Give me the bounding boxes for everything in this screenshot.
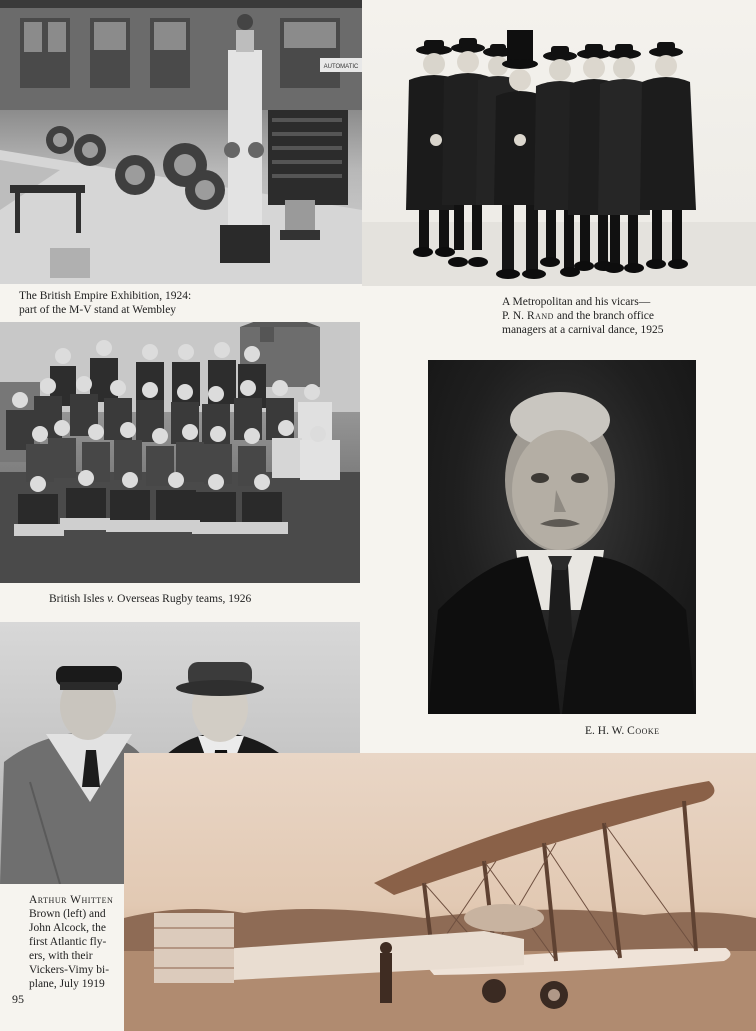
- cooke-portrait-illustration: [428, 360, 696, 714]
- clergy-caption-name: Rand: [526, 310, 554, 322]
- exhibition-caption: [19, 289, 191, 317]
- cooke-caption-prefix: E. H. W.: [585, 725, 628, 737]
- clergy-caption-suffix: and the branch office: [553, 310, 654, 322]
- aviators-caption: [29, 893, 117, 991]
- cooke-portrait-photo: [428, 360, 696, 714]
- clergy-caption-prefix: P. N.: [502, 310, 527, 322]
- page-number: 95: [12, 992, 24, 1006]
- biplane-photo: [124, 753, 756, 1031]
- exhibition-scene-illustration: [0, 0, 362, 284]
- rugby-team-illustration: [0, 322, 360, 583]
- rugby-caption-prefix: British Isles: [49, 593, 108, 605]
- exhibition-sign-text: AUTOMATIC: [323, 64, 359, 70]
- clergy-photo: [362, 0, 756, 286]
- aviators-caption-line-3: John Alcock, the: [29, 922, 106, 934]
- aviators-caption-line-2: Brown (left) and: [29, 908, 106, 920]
- clergy-caption-line-1: A Metropolitan and his vicars—: [502, 296, 651, 308]
- exhibition-caption-line-1: The British Empire Exhibition, 1924:: [19, 290, 192, 302]
- exhibition-photo: [0, 0, 362, 284]
- cooke-caption: [585, 724, 660, 738]
- clergy-caption-line-2: [502, 309, 664, 323]
- exhibition-caption-line-2: part of the M-V stand at Wembley: [19, 304, 177, 316]
- rugby-caption-versus: v.: [107, 593, 115, 605]
- vickers-vimy-biplane-illustration: [124, 753, 756, 1031]
- aviators-caption-line-7: plane, July 1919: [29, 978, 105, 990]
- aviators-caption-line-1: Arthur Whitten: [29, 894, 114, 906]
- clergy-caption-line-3: managers at a carnival dance, 1925: [502, 324, 664, 336]
- aviators-caption-line-6: Vickers-Vimy bi-: [29, 964, 110, 976]
- rugby-caption-suffix: Overseas Rugby teams, 1926: [114, 593, 252, 605]
- clergy-caption: [502, 295, 664, 337]
- clergy-group-illustration: [362, 0, 756, 286]
- rugby-photo: [0, 322, 360, 583]
- aviators-caption-line-4: first Atlantic fly-: [29, 936, 107, 948]
- aviators-caption-line-5: ers, with their: [29, 950, 93, 962]
- rugby-caption: [49, 592, 251, 606]
- cooke-caption-name: Cooke: [627, 725, 660, 737]
